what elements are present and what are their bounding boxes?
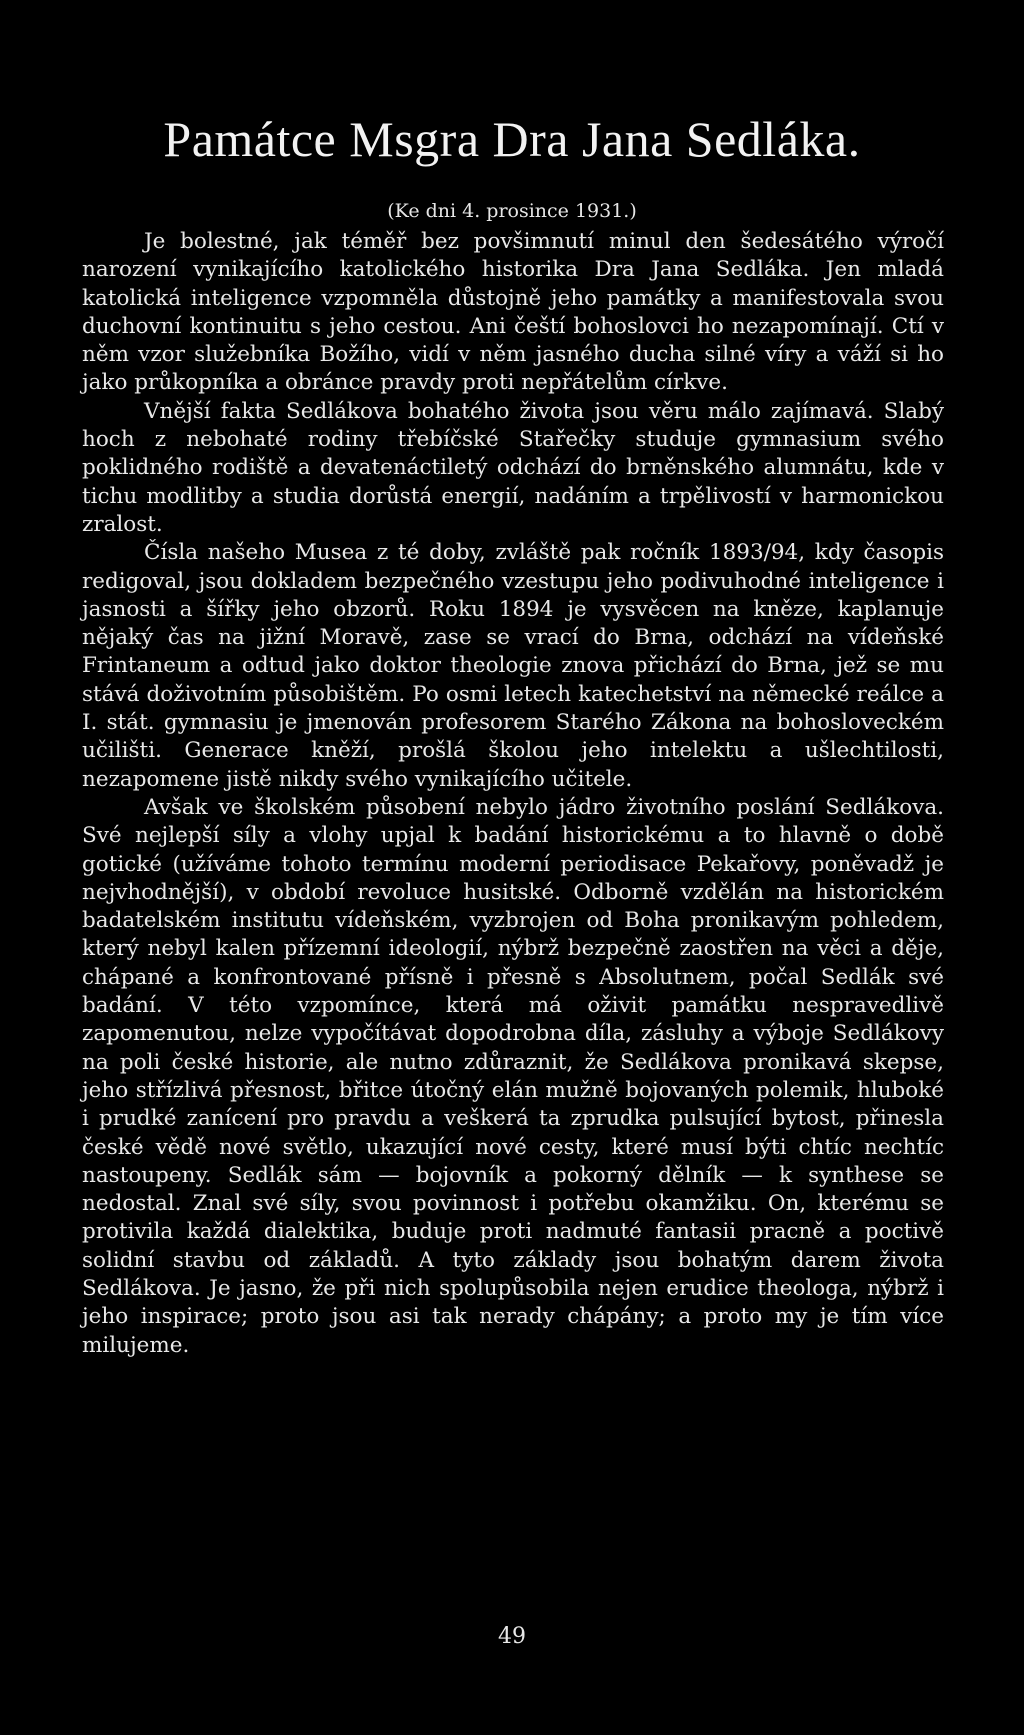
article-body — [82, 220, 944, 1360]
subtitle-date: (Ke dni 4. prosince 1931.) — [387, 200, 637, 222]
paragraph-3: Čísla našeho Musea z té doby, zvláště pak ročník 1893/94, kdy časopis redigoval, jsou dokladem bezpečného vzestupu jeho podivuhodné inteligence i jasnosti a šířky jeho obzorů. Roku 1894 je vysvěcen na kněze, kaplanuje nějaký čas na jižní Moravě, zase se vrací do Brna, odchází na vídeňské Frintaneum a odtud jako doktor theologie znova přichází do Brna, jež se mu stává doživotním působištěm. Po osmi letech katechetství na německé reálce a I. stát. gymnasiu je jmenován profesorem Starého Zákona na bohosloveckém učilišti. Generace kněží, prošlá školou jeho intelektu a ušlechtilosti, nezapomene jistě nikdy svého vynikajícího učitele. — [82, 540, 944, 792]
paragraph-2: Vnější fakta Sedlákova bohatého života jsou věru málo zajímavá. Slabý hoch z nebohaté rodiny třebíčské Stařečky studuje gymnasium svého poklidného rodiště a devatenáctiletý odchází do brněnského alumnátu, kde v tichu modlitby a studia dorůstá energií, nadáním a trpělivostí v harmonickou zralost. — [82, 398, 944, 537]
page-number: 49 — [498, 1624, 526, 1649]
paragraph-4: Avšak ve školském působení nebylo jádro životního poslání Sedlákova. Své nejlepší síly a vlohy upjal k badání historickému a to hlavně o době gotické (užíváme tohoto termínu moderní periodisace Pekařovy, poněvadž je nejvhodnější), v období revoluce husitské. Odborně vzdělán na historickém badatelském institutu vídeňském, vyzbrojen od Boha pronikavým pohledem, který nebyl kalen přízemní ideologií, nýbrž bezpečně zaostřen na věci a děje, chápané a konfrontované přísně i přesně s Absolutnem, počal Sedlák své badání. V této vzpomínce, která má oživit památku nespravedlivě zapomenutou, nelze vypočítávat dopodrobna díla, zásluhy a výboje Sedlákovy na poli české historie, ale nutno zdůraznit, že Sedlákova pronikavá skepse, jeho střízlivá přesnost, břitce útočný elán mužně bojovaných polemik, hluboké i prudké zanícení pro pravdu a veškerá ta zprudka pulsující bytost, přinesla české vědě nové světlo, ukazující nové cesty, které musí býti chtíc nechtíc nastoupeny. Sedlák sám — bojovník a pokorný dělník — k synthese se nedostal. Znal své síly, svou povinnost i potřebu okamžiku. On, kterému se protivila každá dialektika, buduje proti nadmuté fantasii pracně a poctivě solidní stavbu od základů. A tyto základy jsou bohatým darem života Sedlákova. Je jasno, že při nich spolupůsobila nejen erudice theologa, nýbrž i jeho inspirace; proto jsou asi tak nerady chápány; a proto my je tím více milujeme. — [82, 794, 944, 1358]
page-title: Památce Msgra Dra Jana Sedláka. — [163, 111, 861, 167]
paragraph-1: Je bolestné, jak téměř bez povšimnutí minul den šedesátého výročí narození vynikajícího katolického historika Dra Jana Sedláka. Jen mladá katolická inteligence vzpomněla důstojně jeho památky a manifestovala svou duchovní kontinuitu s jeho cestou. Ani čeští bohoslovci ho nezapomínají. Ctí v něm vzor služebníka Božího, vidí v něm jasného ducha silné víry a váží si ho jako průkopníka a obránce pravdy proti nepřátelům církve. — [82, 229, 944, 396]
